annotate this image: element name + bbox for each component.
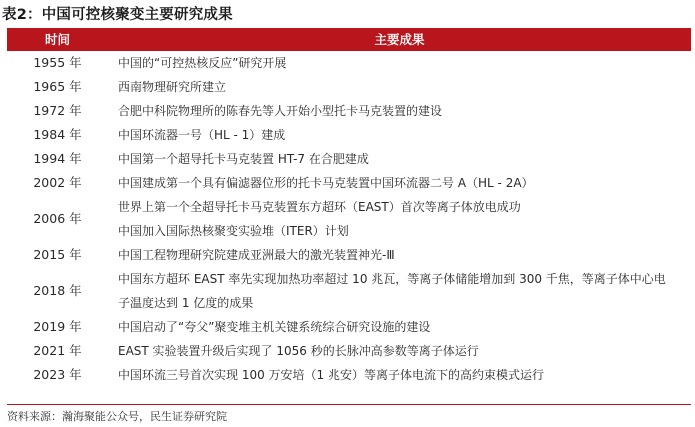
achievement-line: 中国东方超环 EAST 率先实现加热功率超过 10 兆瓦，等离子体储能增加到 300 千焦，等离子体中心电 [118,272,666,286]
table-row [7,267,691,315]
achievement-line: 中国建成第一个具有偏滤器位形的托卡马克装置中国环流器二号 A（HL - 2A） [118,176,534,190]
row-achievement [118,363,691,387]
table-row [7,123,691,147]
row-achievement [118,123,691,147]
row-achievement [118,99,691,123]
achievement-line: 中国的“可控热核反应”研究开展 [118,56,287,70]
row-achievement [118,75,691,99]
achievement-line: 子温度达到 1 亿度的成果 [118,296,254,310]
achievement-line: 西南物理研究所建立 [118,80,227,94]
row-year: 2023 年 [33,367,82,382]
table-body [7,51,691,387]
table-row [7,51,691,75]
row-year: 1984 年 [33,127,82,142]
table-row [7,243,691,267]
row-achievement [118,243,691,267]
row-achievement [118,171,691,195]
table-row [7,339,691,363]
row-year: 2006 年 [33,211,82,226]
row-year: 2021 年 [33,343,82,358]
row-year: 2019 年 [33,319,82,334]
row-achievement [118,267,691,315]
header-time: 时间 [44,32,70,47]
row-year: 1955 年 [33,55,82,70]
achievement-line: 合肥中科院物理所的陈春先等人开始小型托卡马克装置的建设 [118,104,443,118]
row-achievement [118,315,691,339]
table-row [7,99,691,123]
row-achievement [118,195,691,243]
header-main-results: 主要成果 [374,32,425,47]
row-year: 2002 年 [33,175,82,190]
row-year: 1965 年 [33,79,82,94]
table-row [7,171,691,195]
achievement-line: 中国环流器一号（HL - 1）建成 [118,128,286,142]
table-header [7,28,691,51]
achievement-line: 世界上第一个全超导托卡马克装置东方超环（EAST）首次等离子体放电成功 [118,200,521,214]
table-row [7,75,691,99]
table-title: 表2：中国可控核聚变主要研究成果 [2,7,233,23]
table-row [7,315,691,339]
row-achievement [118,147,691,171]
row-year: 2018 年 [33,283,82,298]
achievement-line: EAST 实验装置升级后实现了 1056 秒的长脉冲高参数等离子体运行 [118,344,479,358]
table-row [7,363,691,387]
achievement-line: 中国启动了“夸父”聚变堆主机关键系统综合研究设施的建设 [118,320,431,334]
table-row [7,147,691,171]
row-year: 1994 年 [33,151,82,166]
table-bottom-rule [7,404,691,405]
achievement-line: 中国加入国际热核聚变实验堆（ITER）计划 [118,224,349,238]
row-achievement [118,51,691,75]
row-achievement [118,339,691,363]
row-year: 1972 年 [33,103,82,118]
table-row [7,195,691,243]
row-year: 2015 年 [33,247,82,262]
achievement-line: 中国第一个超导托卡马克装置 HT-7 在合肥建成 [118,152,369,166]
source-note: 资料来源：瀚海聚能公众号，民生证券研究院 [7,410,227,423]
achievement-line: 中国工程物理研究院建成亚洲最大的激光装置神光-Ⅲ [118,248,395,262]
achievement-line: 中国环流三号首次实现 100 万安培（1 兆安）等离子体电流下的高约束模式运行 [118,368,544,382]
